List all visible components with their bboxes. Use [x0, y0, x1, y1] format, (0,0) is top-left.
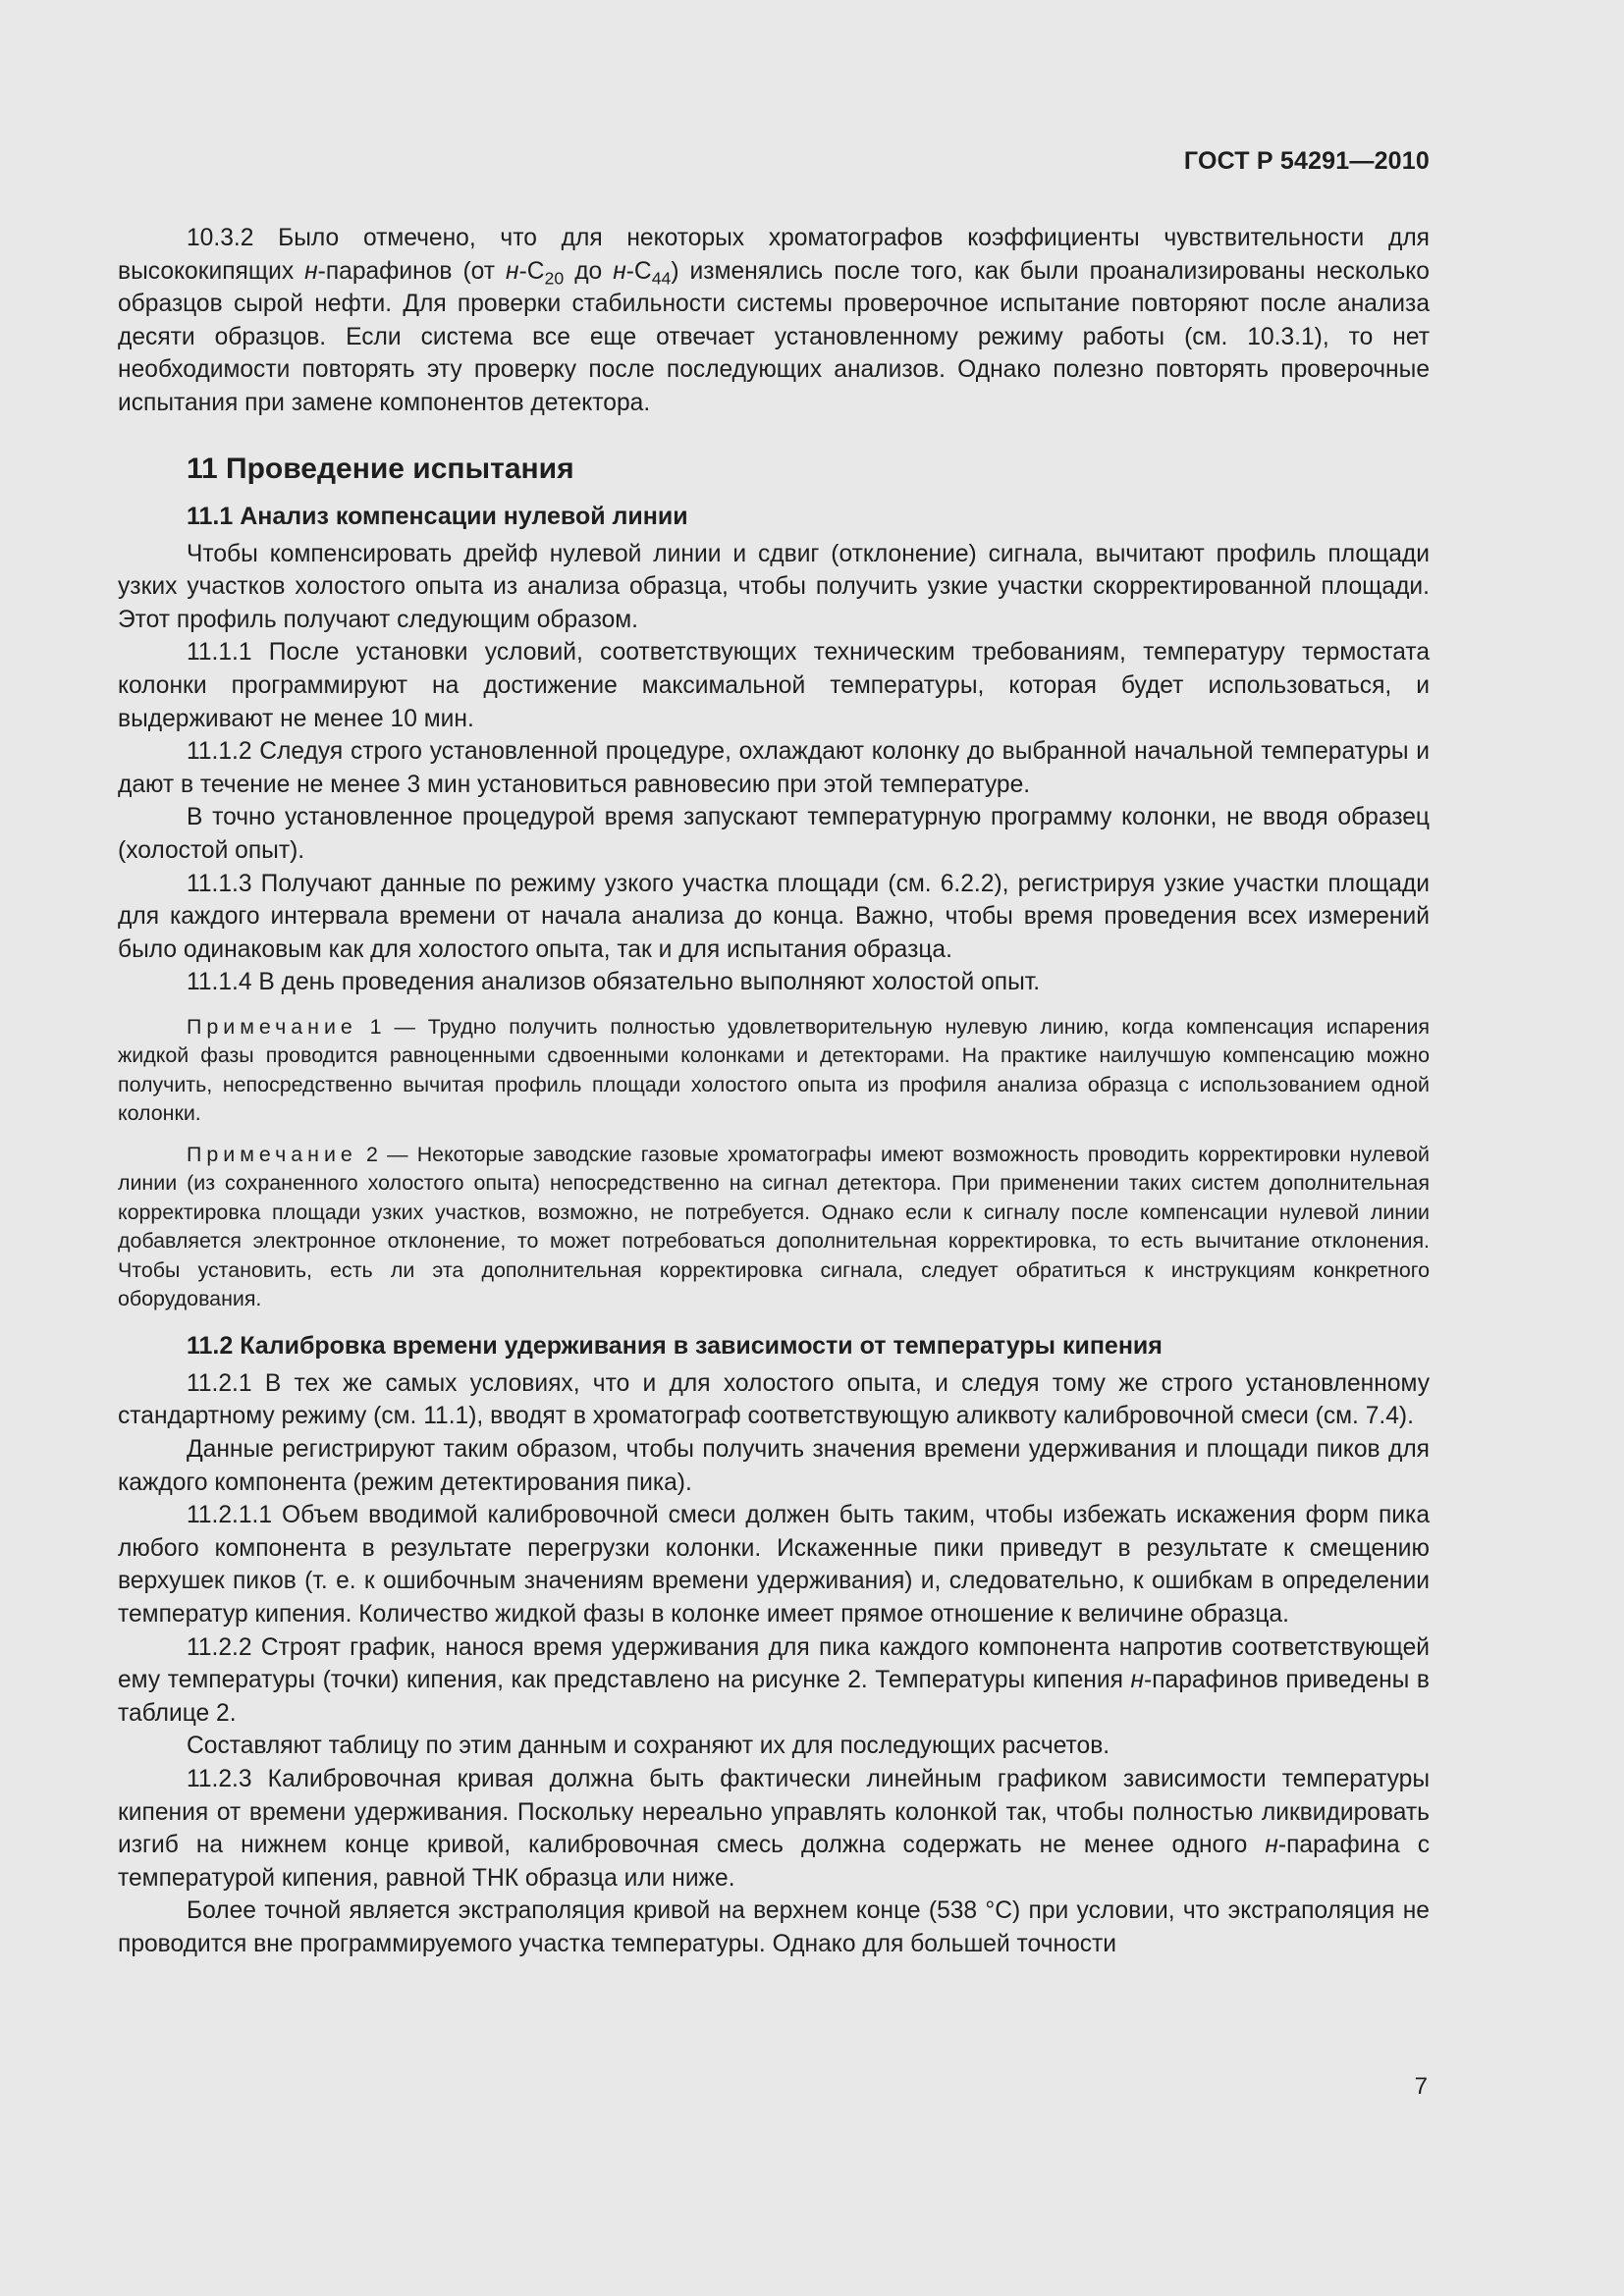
text-run: -C	[518, 257, 545, 285]
subsection-11-1-heading: 11.1 Анализ компенсации нулевой линии	[187, 502, 688, 530]
italic-run: н	[1265, 1832, 1278, 1859]
paragraph: Чтобы компенсировать дрейф нулевой линии и сдвиг (отклонение) сигнала, вычитают профиль площади узких участков холостого опыта из анализа образца, чтобы получить узкие участки скорректированной площади. Этот профиль получают следующим образом.	[118, 540, 1430, 633]
paragraph-11-2-2	[118, 1631, 1430, 1731]
paragraph-11-1-4: 11.1.4 В день проведения анализов обязательно выполняют холостой опыт.	[187, 969, 1041, 996]
text-run: до	[564, 257, 614, 285]
note-1	[118, 1013, 1430, 1129]
note-label: Примечание	[187, 1142, 357, 1166]
text-run: -парафина с температурой кипения, равной ТНК образца или ниже.	[118, 1832, 1430, 1892]
paragraph-11-2-1: 11.2.1 В тех же самых условиях, что и для холостого опыта, и следуя тому же строго установленному стандартному режиму (см. 11.1), вводят в хроматограф соответствующую аликвоту калибровочной смеси (см. 7.4).	[118, 1369, 1430, 1430]
text-run: -C	[625, 257, 652, 285]
paragraph-11-2-1-1: 11.2.1.1 Объем вводимой калибровочной смеси должен быть таким, чтобы избежать искажения форм пика любого компонента в результате перегрузки колонки. Искаженные пики приведут в результате к смещению верхушек пиков (т. е. к ошибочным значениям времени удерживания) и, следовательно, к ошибкам в определении температур кипения. Количество жидкой фазы в колонке имеет прямое отношение к величине образца.	[118, 1502, 1430, 1629]
paragraph: Более точной является экстраполяция кривой на верхнем конце (538 °С) при условии, что экстраполяция не проводится вне программируемого участка температуры. Однако для большей точности	[118, 1897, 1430, 1957]
note-text: 1 — Трудно получить полностью удовлетворительную нулевую линию, когда компенсация испарения жидкой фазы проводится равноценными сдвоенными колонками и детекторами. На практике наилучшую компенсацию можно получить, непосредственно вычитая профиль площади холостого опыта из профиля анализа образца с использованием одной колонки.	[118, 1014, 1430, 1126]
paragraph-10-3-2	[118, 222, 1430, 420]
italic-run: н	[1130, 1667, 1145, 1694]
note-2	[118, 1141, 1430, 1314]
document-code-header: ГОСТ Р 54291—2010	[1183, 147, 1430, 175]
italic-run: н	[304, 257, 318, 285]
text-run: 11.2.3 Калибровочная кривая должна быть фактически линейным графиком зависимости температуры кипения от времени удерживания. Поскольку нереально управлять колонкой так, чтобы полностью ликвидировать изгиб на нижнем конце кривой, калибровочная смесь должна содержать не менее одного	[118, 1766, 1430, 1859]
paragraph: Данные регистрируют таким образом, чтобы получить значения времени удерживания и площади пиков для каждого компонента (режим детектирования пика).	[118, 1436, 1430, 1496]
subscript: 20	[544, 267, 565, 288]
text-run: -парафинов (от	[317, 257, 507, 285]
section-11-heading: 11 Проведение испытания	[187, 452, 574, 485]
text-run: 11.2.2 Строят график, нанося время удерживания для пика каждого компонента напротив соответствующей ему температуры (точки) кипения, как представлено на рисунке 2. Температуры кипения	[118, 1633, 1430, 1694]
note-label: Примечание	[187, 1014, 357, 1039]
note-text: 2 — Некоторые заводские газовые хроматографы имеют возможность проводить корректировки нулевой линии (из сохраненного холостого опыта) непосредственно на сигнал детектора. При применении таких систем дополнительная корректировка площади узких участков, возможно, не потребуется. Однако если к сигналу после компенсации нулевой линии добавляется электронное отклонение, то может потребоваться дополнительная корректировка, то есть вычитание отклонения. Чтобы установить, есть ли эта дополнительная корректировка сигнала, следует обратиться к инструкциям конкретного оборудования.	[118, 1142, 1430, 1311]
paragraph: Составляют таблицу по этим данным и сохраняют их для последующих расчетов.	[187, 1733, 1110, 1760]
text-run: 10.3.2 Было отмечено, что для некоторых хроматографов коэффициенты чувствительности для высококипящих	[118, 225, 1430, 285]
paragraph-11-2-3	[118, 1763, 1430, 1895]
paragraph-11-1-3: 11.1.3 Получают данные по режиму узкого участка площади (см. 6.2.2), регистрируя узкие участки площади для каждого интервала времени от начала анализа до конца. Важно, чтобы время проведения всех измерений было одинаковым как для холостого опыта, так и для испытания образца.	[118, 870, 1430, 963]
subsection-11-2-heading: 11.2 Калибровка времени удерживания в зависимости от температуры кипения	[187, 1331, 1163, 1360]
italic-run: н	[506, 257, 519, 285]
paragraph-11-1-2: 11.1.2 Следуя строго установленной процедуре, охлаждают колонку до выбранной начальной температуры и дают в течение не менее 3 мин установиться равновесию при этой температуре.	[118, 738, 1430, 798]
text-run: ) изменялись после того, как были проанализированы несколько образцов сырой нефти. Для проверки стабильности системы проверочное испытание повторяют после анализа десяти образцов. Если система все еще отвечает установленному режиму работы (см. 10.3.1), то нет необходимости повторять эту проверку после последующих анализов. Однако полезно повторять проверочные испытания при замене компонентов детектора.	[118, 257, 1430, 416]
document-body	[118, 222, 1430, 1961]
page-number: 7	[1414, 2073, 1428, 2100]
paragraph: В точно установленное процедурой время запускают температурную программу колонки, не вводя образец (холостой опыт).	[118, 804, 1430, 864]
italic-run: н	[613, 257, 626, 285]
subscript: 44	[651, 267, 672, 288]
paragraph-11-1-1: 11.1.1 После установки условий, соответствующих техническим требованиям, температуру термостата колонки программируют на достижение максимальной температуры, которая будет использоваться, и выдерживают не менее 10 мин.	[118, 639, 1430, 732]
text-run: -парафинов приведены в таблице 2.	[118, 1667, 1430, 1727]
